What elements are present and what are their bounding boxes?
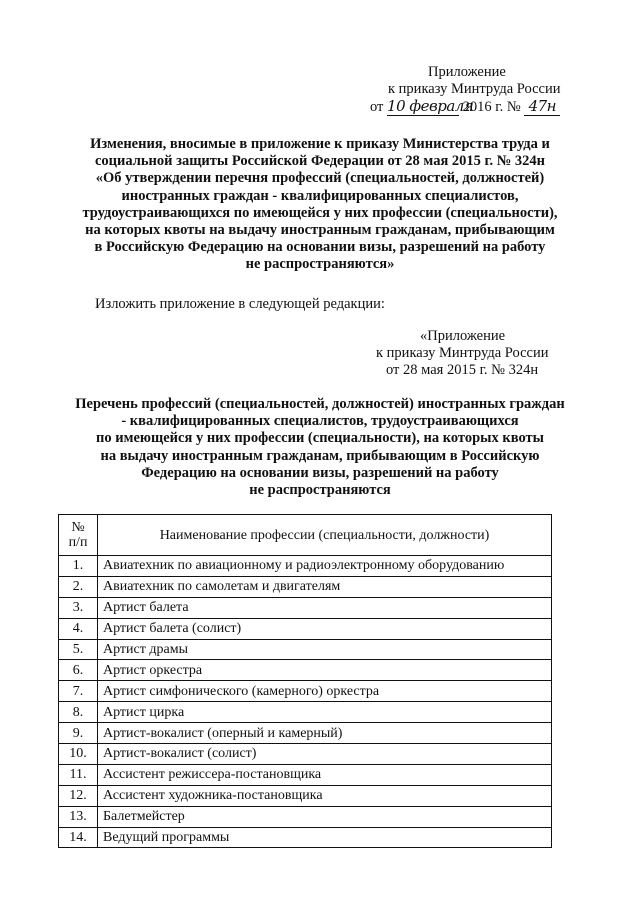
row-profession: Ведущий программы (98, 827, 552, 848)
list-title-line: Федерацию на основании визы, разрешений на работу (141, 464, 499, 481)
list-title-line: по имеющейся у них профессии (специальности), на которых квоты (96, 430, 544, 447)
row-number: 2. (59, 576, 98, 597)
table-row (59, 681, 552, 702)
appendix-header (370, 328, 570, 379)
row-number: 13. (59, 806, 98, 827)
row-profession: Артист-вокалист (оперный и камерный) (98, 723, 552, 744)
list-title-line: на выдачу иностранным гражданам, прибывающим в Российскую (100, 447, 540, 464)
title-line: «Об утверждении перечня профессий (специальностей, должностей) (95, 170, 545, 187)
row-number: 7. (59, 681, 98, 702)
table-row (59, 576, 552, 597)
table-row (59, 660, 552, 681)
column-header-name: Наименование профессии (специальности, должности) (98, 515, 552, 556)
table-row (59, 827, 552, 848)
table-row (59, 556, 552, 577)
row-profession: Артист симфонического (камерного) оркестра (98, 681, 552, 702)
table-row (59, 744, 552, 765)
row-profession: Артист драмы (98, 639, 552, 660)
column-header-number-abbr: п/п (68, 535, 88, 550)
row-number: 5. (59, 639, 98, 660)
row-number: 4. (59, 618, 98, 639)
document-title (40, 136, 600, 274)
header-year-label: 2016 г. № (462, 99, 521, 115)
table-header-row (59, 515, 552, 556)
row-number: 11. (59, 764, 98, 785)
instruction-text: Изложить приложение в следующей редакции: (95, 296, 385, 312)
column-header-number-sign: № (71, 520, 85, 535)
row-profession: Ассистент режиссера-постановщика (98, 764, 552, 785)
row-profession: Артист оркестра (98, 660, 552, 681)
table-row (59, 597, 552, 618)
order-header (370, 64, 570, 116)
table-row (59, 618, 552, 639)
table-row (59, 785, 552, 806)
row-number: 10. (59, 744, 98, 765)
title-line: не распространяются» (245, 256, 395, 273)
title-line: иностранных граждан - квалифицированных специалистов, (121, 187, 519, 204)
title-line: социальной защиты Российской Федерации от 28 мая 2015 г. № 324н (94, 153, 546, 170)
row-number: 3. (59, 597, 98, 618)
table-row (59, 639, 552, 660)
row-profession: Артист-вокалист (солист) (98, 744, 552, 765)
table-row (59, 723, 552, 744)
header-appendix-label: Приложение (428, 64, 506, 80)
row-number: 8. (59, 702, 98, 723)
list-title (40, 396, 600, 499)
list-title-line: Перечень профессий (специальностей, должностей) иностранных граждан (75, 396, 565, 412)
row-number: 12. (59, 785, 98, 806)
row-profession: Артист балета (98, 597, 552, 618)
list-title-line: - квалифицированных специалистов, трудоустраивающихся (121, 413, 519, 430)
row-profession: Ассистент художника-постановщика (98, 785, 552, 806)
row-profession: Артист балета (солист) (98, 618, 552, 639)
table-row (59, 702, 552, 723)
row-number: 1. (59, 556, 98, 577)
professions-table (58, 514, 552, 848)
handwritten-number: 47н (524, 98, 560, 116)
title-line: в Российскую Федерацию на основании визы, разрешений на работу (94, 239, 546, 256)
row-number: 6. (59, 660, 98, 681)
handwritten-date: 10 февраля (387, 97, 474, 115)
row-profession: Балетмейстер (98, 806, 552, 827)
title-line: трудоустраивающихся по имеющейся у них профессии (специальности), (82, 204, 558, 221)
row-number: 9. (59, 723, 98, 744)
header-order-ref: к приказу Минтруда России (388, 81, 561, 97)
row-profession: Авиатехник по самолетам и двигателям (98, 576, 552, 597)
table-row (59, 764, 552, 785)
row-profession: Артист цирка (98, 702, 552, 723)
appendix-date: от 28 мая 2015 г. № 324н (386, 362, 539, 378)
header-date-line (370, 98, 570, 116)
header-from-label: от (370, 99, 384, 115)
row-number: 14. (59, 827, 98, 848)
table-row (59, 806, 552, 827)
row-profession: Авиатехник по авиационному и радиоэлектронному оборудованию (98, 556, 552, 577)
column-header-number (59, 515, 98, 556)
title-line: на которых квоты на выдачу иностранным гражданам, прибывающим (85, 222, 555, 239)
list-title-line: не распространяются (249, 482, 391, 499)
appendix-label: «Приложение (420, 328, 506, 344)
appendix-order-ref: к приказу Минтруда России (376, 345, 549, 361)
title-line: Изменения, вносимые в приложение к приказу Министерства труда и (90, 136, 550, 152)
